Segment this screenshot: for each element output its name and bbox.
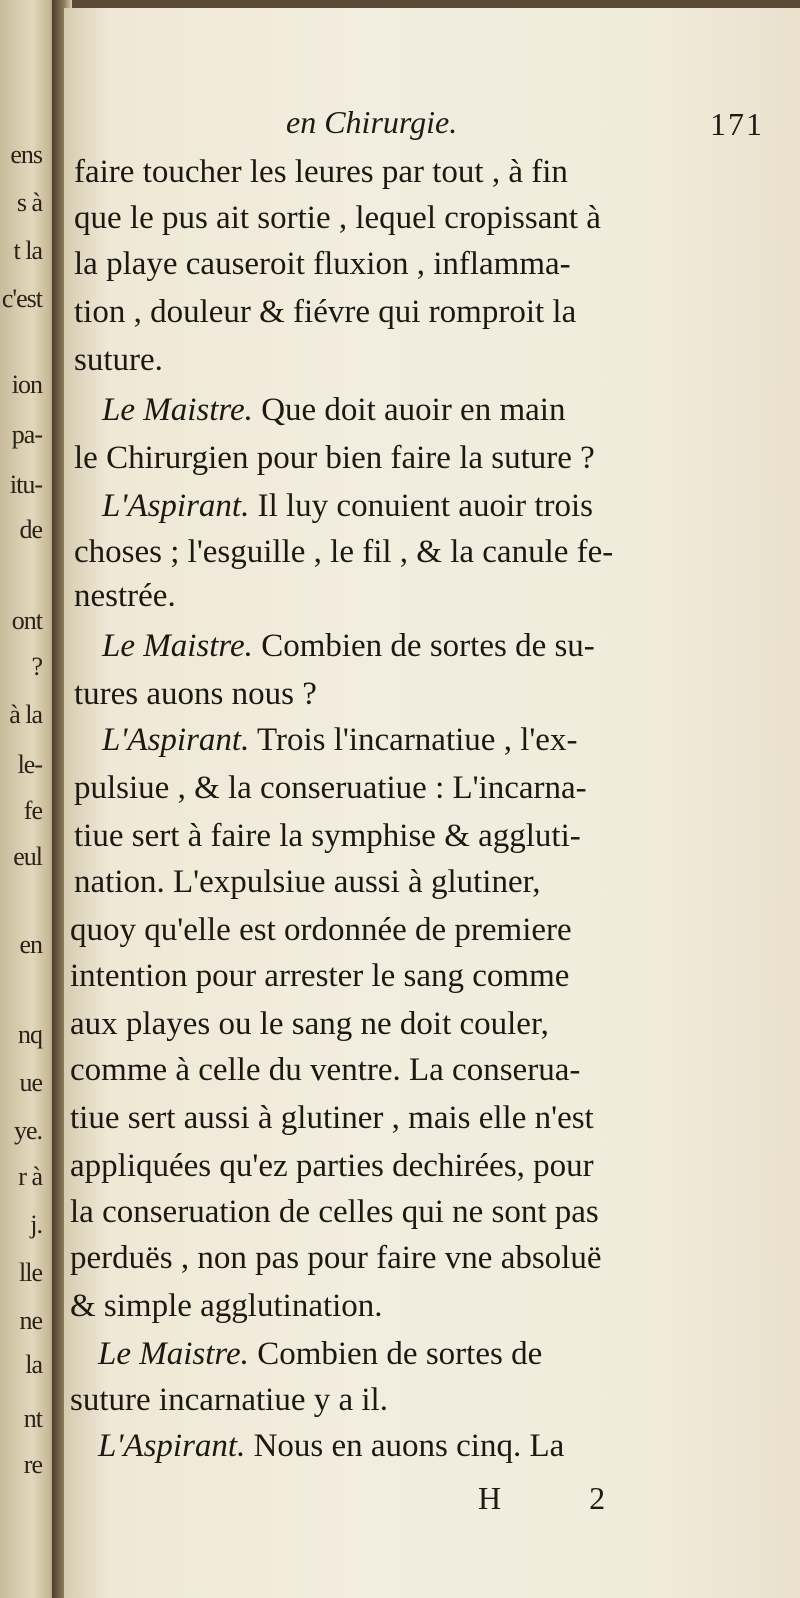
line-text: Trois l'incarnatiue , l'ex- [249,722,578,758]
facing-page-fragment: ? [31,652,42,681]
text-line [102,718,577,762]
text-line [74,766,587,810]
running-head [64,104,800,154]
text-line [70,1284,383,1328]
book-page [64,8,800,1598]
facing-page-fragment: de [19,515,42,544]
text-line [70,1378,388,1422]
facing-page-fragment: nq [18,1020,42,1049]
text-line [98,1424,564,1468]
text-line [74,242,571,286]
text-line [74,196,601,240]
facing-page-fragment: nt [23,1404,42,1433]
facing-page-fragment: la [25,1350,42,1379]
text-line [102,484,593,528]
text-line [74,150,568,194]
text-line [102,388,565,432]
facing-page-fragment: r à [18,1162,42,1191]
facing-page-fragment: pa- [11,420,42,449]
line-text: choses ; l'esguille , le fil , & la canule fe- [74,534,614,570]
line-text: la playe causeroit fluxion , inflamma- [74,246,571,282]
facing-page-fragment: fe [23,796,42,825]
text-line [70,1144,594,1188]
speaker-label: Le Maistre. [102,392,253,428]
text-line [102,624,595,668]
line-text: intention pour arrester le sang comme [70,958,570,994]
text-line [74,290,576,334]
facing-page-fragment: le- [17,750,42,779]
text-line [74,574,176,618]
line-text: appliquées qu'ez parties dechirées, pour [70,1148,594,1184]
line-text: & simple agglutination. [70,1288,383,1324]
text-line [70,954,569,998]
line-text: Que doit auoir en main [252,392,566,428]
facing-page-fragment: s à [16,188,42,217]
facing-page-fragment: c'est [1,284,42,313]
facing-page-edge [0,0,58,1598]
facing-page-fragment: ne [19,1306,42,1335]
line-text: perduës , non pas pour faire vne absoluë [70,1240,602,1276]
line-text: tures auons nous ? [74,676,317,712]
line-text: tiue sert aussi à glutiner , mais elle n'est [70,1100,594,1136]
line-text: aux playes ou le sang ne doit couler, [70,1006,549,1042]
speaker-label: L'Aspirant. [102,488,250,524]
facing-page-fragment: t la [13,236,42,265]
text-line [74,672,317,716]
text-line [74,338,163,382]
speaker-label: Le Maistre. [98,1336,249,1372]
text-line [74,530,613,574]
text-line [98,1332,542,1376]
facing-page-fragment: itu- [9,470,42,499]
line-text: Nous en auons cinq. La [245,1428,565,1464]
speaker-label: L'Aspirant. [98,1428,246,1464]
text-line [70,1096,594,1140]
line-text: faire toucher les leures par tout , à fin [74,154,568,190]
line-text: que le pus ait sortie , lequel cropissant à [74,200,601,236]
facing-page-fragment: ye. [13,1116,42,1145]
text-line [74,860,541,904]
facing-page-fragment: eul [13,842,42,871]
facing-page-fragment: ens [10,140,42,169]
facing-page-fragment: lle [19,1258,42,1287]
text-line [70,1190,599,1234]
line-text: Combien de sortes de su- [252,628,595,664]
line-text: le Chirurgien pour bien faire la suture ? [74,440,595,476]
page-number: 171 [710,106,764,142]
speaker-label: Le Maistre. [102,628,253,664]
text-line [74,436,595,480]
line-text: tiue sert à faire la symphise & aggluti- [74,818,581,854]
facing-page-fragment: en [19,930,42,959]
facing-page-fragment: re [23,1450,42,1479]
speaker-label: L'Aspirant. [102,722,250,758]
line-text: suture. [74,342,163,378]
text-line [70,1236,602,1280]
text-line [70,908,572,952]
facing-page-fragment: à la [9,700,42,729]
signature-mark: H 2 [478,1480,646,1516]
text-line [74,814,581,858]
line-text: comme à celle du ventre. La conserua- [70,1052,581,1088]
line-text: quoy qu'elle est ordonnée de premiere [70,912,572,948]
line-text: Il luy conuient auoir trois [249,488,594,524]
line-text: la conseruation de celles qui ne sont pas [70,1194,599,1230]
line-text: nestrée. [74,578,176,614]
running-head-title: en Chirurgie. [286,104,458,140]
facing-page-fragment: ont [11,606,42,635]
text-line [70,1048,580,1092]
line-text: Combien de sortes de [248,1336,543,1372]
facing-page-fragment: ion [11,370,42,399]
line-text: tion , douleur & fiévre qui romproit la [74,294,577,330]
line-text: pulsiue , & la conseruatiue : L'incarna- [74,770,587,806]
facing-page-fragment: j. [30,1210,42,1239]
line-text: suture incarnatiue y a il. [70,1382,388,1418]
line-text: nation. L'expulsiue aussi à glutiner, [74,864,541,900]
text-line [70,1002,549,1046]
facing-page-fragment: ue [19,1068,42,1097]
